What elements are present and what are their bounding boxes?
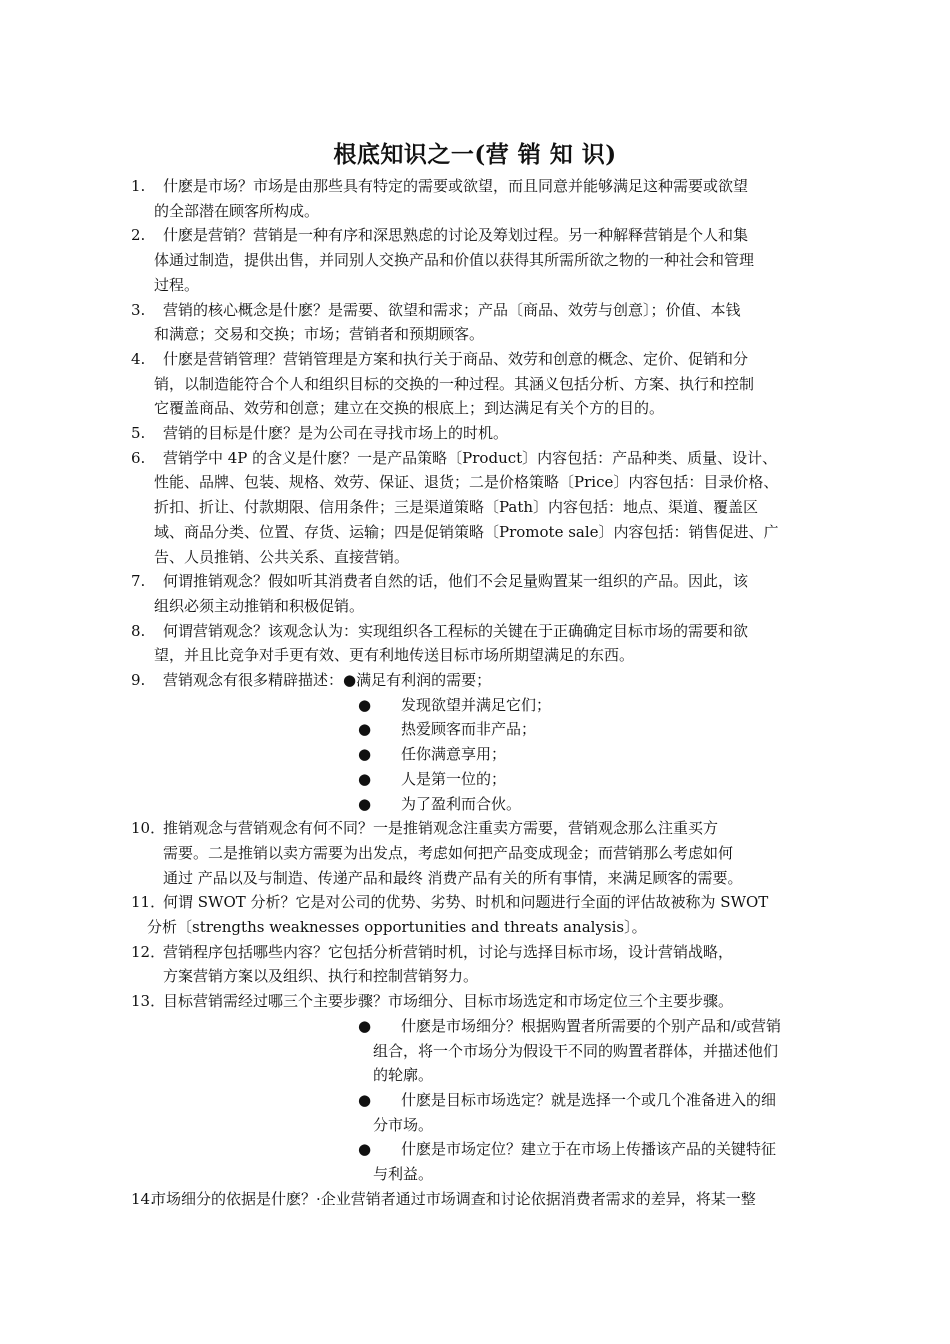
item-text-line: 折扣、折让、付款期限、信用条件；三是渠道策略〔Path〕内容包括：地点、渠道、覆盖区 [154, 498, 759, 517]
item-text-line: 体通过制造，提供出售，并同别人交换产品和价值以获得其所需所欲之物的一种社会和管理 [154, 251, 755, 270]
item-text-line: 什麽是营销？营销是一种有序和深思熟虑的讨论及筹划过程。另一种解释营销是个人和集 [163, 226, 749, 245]
item-number: 13． [131, 992, 166, 1011]
item-text-line: 过程。 [154, 275, 200, 294]
bullet-icon: ● [358, 1090, 372, 1109]
bullet-icon: ● [358, 745, 372, 764]
bullet-text: 与利益。 [373, 1165, 434, 1183]
item-text-line: 和满意；交易和交换；市场；营销者和预期顾客。 [154, 325, 485, 344]
bullet-icon: ● [358, 1016, 372, 1035]
item-text-line: 它覆盖商品、效劳和创意；建立在交换的根底上；到达满足有关个方的目的。 [154, 399, 665, 418]
item-number: 1. [131, 177, 146, 195]
bullet-icon: ● [358, 794, 372, 813]
item-text-line: 告、人员推销、公共关系、直接营销。 [154, 547, 410, 566]
bullet-icon: ● [358, 1140, 372, 1159]
item-number: 6. [131, 448, 146, 467]
item-text-line: 营销观念有很多精辟描述：●满足有利润的需要； [163, 671, 492, 689]
item-number: 8. [131, 621, 146, 640]
item-number: 7. [131, 572, 146, 591]
item-number: 3. [131, 300, 146, 319]
bullet-text: 什麽是市场定位？建立于在市场上传播该产品的关键特征 [401, 1140, 777, 1159]
bullet-text: 发现欲望并满足它们； [401, 695, 552, 714]
item-text-line: 组织必须主动推销和积极促销。 [154, 596, 365, 615]
bullet-text: 什麽是目标市场选定？就是选择一个或几个准备进入的细 [401, 1090, 777, 1109]
item-text-line: 域、商品分类、位置、存货、运输；四是促销策略〔Promote sale〕内容包括：销售促进、广 [154, 522, 779, 541]
item-number: 10． [131, 819, 166, 838]
item-number: 2. [131, 226, 146, 245]
bullet-text: 分市场。 [373, 1115, 434, 1134]
bullet-text: 人是第一位的； [401, 769, 507, 788]
item-text-line: 营销的目标是什麽？是为公司在寻找市场上的时机。 [163, 424, 509, 442]
bullet-text: 什麽是市场细分？根据购置者所需要的个别产品和/或营销 [401, 1016, 782, 1035]
item-text-line: 营销的核心概念是什麽？是需要、欲望和需求；产品〔商品、效劳与创意〕；价值、本钱 [163, 300, 741, 319]
item-text-line: 分析〔strengths weaknesses opportunities and threats analysis〕。 [147, 918, 647, 936]
item-number: 11． [131, 893, 166, 912]
item-text-line: 的全部潜在顾客所构成。 [154, 201, 320, 220]
item-number: 9. [131, 671, 146, 689]
item-text-line: 何谓 SWOT 分析？它是对公司的优势、劣势、时机和问题进行全面的评估故被称为 SWOT [163, 893, 769, 912]
bullet-text: 热爱顾客而非产品； [401, 720, 537, 739]
item-text-line: 通过 产品以及与制造、传递产品和最终 消费产品有关的所有事情，来满足顾客的需要。 [163, 868, 743, 887]
bullet-text: 的轮廓。 [373, 1066, 434, 1085]
item-text-line: 营销学中 4P 的含义是什麽？一是产品策略〔Product〕内容包括：产品种类、质量、设计、 [163, 448, 778, 467]
item-text-line: 营销程序包括哪些内容？它包括分析营销时机，讨论与选择目标市场，设计营销战略， [163, 942, 734, 961]
item-text-line: 何谓推销观念？假如听其消费者自然的话，他们不会足量购置某一组织的产品。因此，该 [163, 572, 749, 591]
item-number: 14. [131, 1189, 155, 1208]
item-number: 4. [131, 349, 146, 368]
bullet-icon: ● [358, 769, 372, 788]
page-title: 根底知识之一(营 销 知 识) [333, 141, 617, 168]
bullet-text: 任你满意享用； [401, 745, 507, 764]
item-text-line: 什麽是市场？市场是由那些具有特定的需要或欲望，而且同意并能够满足这种需要或欲望 [163, 177, 749, 195]
item-text-line: 市场细分的依据是什麽？·企业营销者通过市场调查和讨论依据消费者需求的差异，将某一整 [151, 1189, 756, 1208]
item-text-line: 望，并且比竞争对手更有效、更有利地传送目标市场所期望满足的东西。 [154, 646, 635, 665]
item-text-line: 什麽是营销管理？营销管理是方案和执行关于商品、效劳和创意的概念、定价、促销和分 [163, 349, 749, 368]
item-number: 5. [131, 424, 146, 442]
bullet-text: 组合，将一个市场分为假设干不同的购置者群体，并描述他们 [373, 1041, 779, 1060]
item-text-line: 需要。二是推销以卖方需要为出发点，考虑如何把产品变成现金；而营销那么考虑如何 [163, 843, 734, 862]
item-text-line: 性能、品牌、包装、规格、效劳、保证、退货；二是价格策略〔Price〕内容包括：目录价格、 [154, 473, 779, 492]
item-text-line: 推销观念与营销观念有何不同？一是推销观念注重卖方需要，营销观念那么注重买方 [163, 819, 719, 838]
item-text-line: 目标营销需经过哪三个主要步骤？市场细分、目标市场选定和市场定位三个主要步骤。 [163, 992, 734, 1011]
bullet-icon: ● [358, 695, 372, 714]
item-text-line: 方案营销方案以及组织、执行和控制营销努力。 [163, 967, 479, 986]
bullet-text: 为了盈利而合伙。 [401, 794, 522, 813]
bullet-icon: ● [358, 720, 372, 739]
item-number: 12． [131, 942, 166, 961]
item-text-line: 何谓营销观念？该观念认为：实现组织各工程标的关键在于正确确定目标市场的需要和欲 [163, 621, 749, 640]
item-text-line: 销，以制造能符合个人和组织目标的交换的一种过程。其涵义包括分析、方案、执行和控制 [154, 374, 755, 393]
